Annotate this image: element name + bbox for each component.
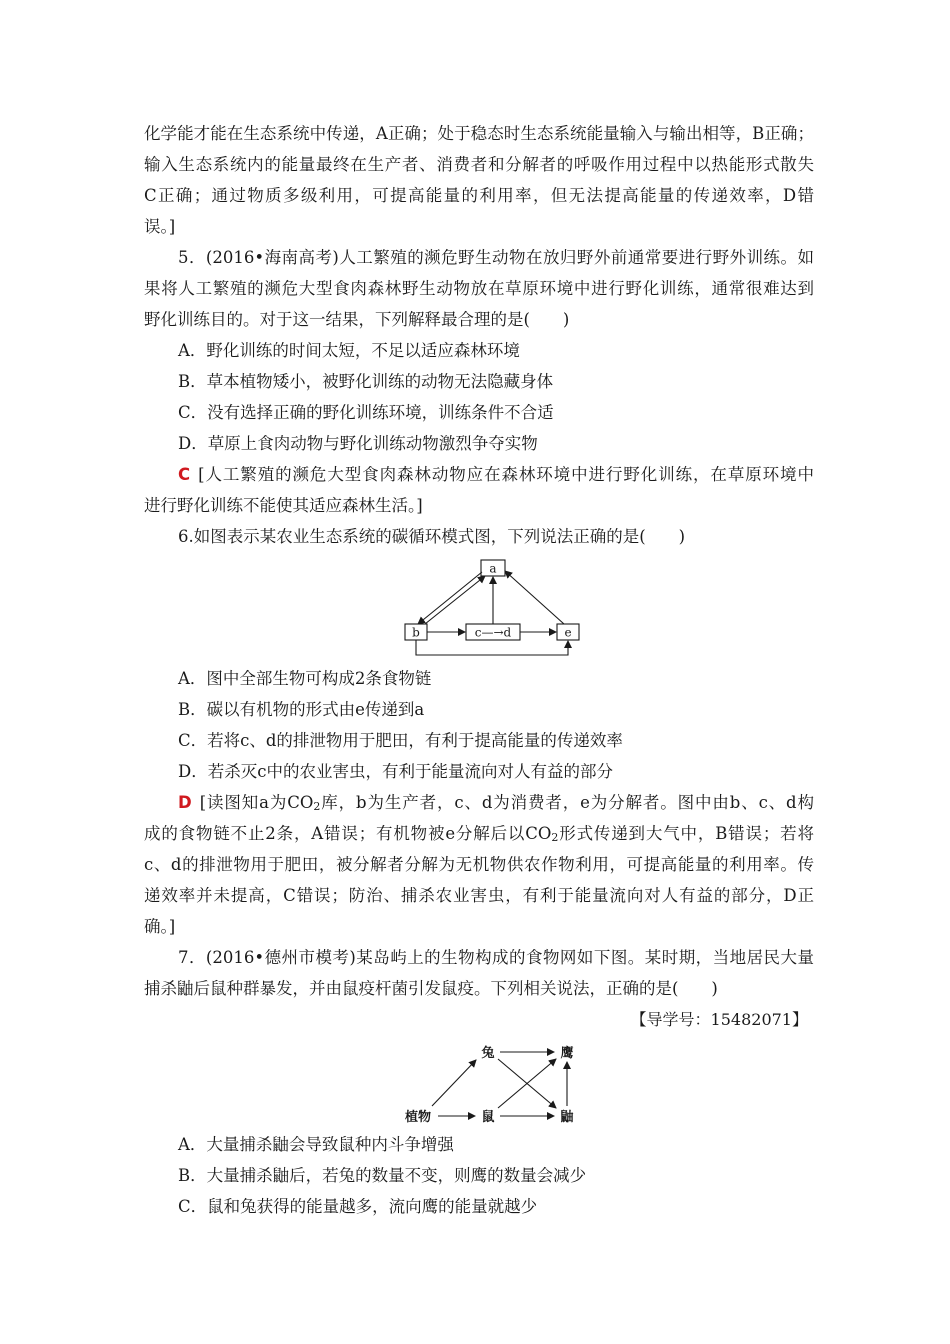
arrow-b-to-e [416,640,568,655]
q6-explanation-line-3: c、d的排泄物用于肥田，被分解者分解为无机物供农作物利用，可提高能量的利用率。传 [144,855,814,874]
q5-stem-line-1: 5．(2016•海南高考)人工繁殖的濒危野生动物在放归野外前通常要进行野外训练。如 [178,248,814,267]
intro-line-4: 误。] [144,217,176,236]
q5-stem-line-3: 野化训练目的。对于这一结果，下列解释最合理的是( ) [144,310,570,329]
arrow-a-to-b [418,572,482,624]
q6-stem: 6.如图表示某农业生态系统的碳循环模式图，下列说法正确的是( ) [178,527,686,546]
q6-explanation-line-2: 成的食物链不止2条，A错误；有机物被e分解后以CO2形式传递到大气中，B错误；若将 [144,824,814,844]
node-plant: 植物 [404,1110,432,1125]
q5-stem-line-2: 果将人工繁殖的濒危大型食肉森林野生动物放在草原环境中进行野化训练，通常很难达到 [144,279,814,298]
node-label-cd: c—→d [474,625,512,640]
q6-option-c: C．若将c、d的排泄物用于肥田，有利于提高能量的传递效率 [178,731,623,750]
q6-explanation-line-5: 确。] [144,917,176,936]
q6-explanation-line-1: D [读图知a为CO2库，b为生产者，c、d为消费者，e为分解者。图中由b、c、d构 [178,793,814,813]
q5-option-c: C．没有选择正确的野化训练环境，训练条件不合适 [178,403,554,422]
q6-option-b: B．碳以有机物的形式由e传递到a [178,700,425,719]
q5-answer: C [178,465,191,484]
arrow-plant-to-rabbit [432,1060,476,1106]
arrow-e-to-a [505,571,564,624]
q7-option-b: B．大量捕杀鼬后，若兔的数量不变，则鹰的数量会减少 [178,1166,587,1185]
intro-line-2: 输入生态系统内的能量最终在生产者、消费者和分解者的呼吸作用过程中以热能形式散失 [144,155,814,174]
node-mouse: 鼠 [481,1110,495,1125]
q7-stem-line-1: 7．(2016•德州市模考)某岛屿上的生物构成的食物网如下图。某时期，当地居民大量 [178,948,814,967]
q6-option-d: D．若杀灭c中的农业害虫，有利于能量流向对人有益的部分 [178,762,613,781]
q5-explanation-line-1 [178,464,814,486]
q7-option-c: C．鼠和兔获得的能量越多，流向鹰的能量就越少 [178,1197,538,1216]
q5-explanation-text: [人工繁殖的濒危大型食肉森林动物应在森林环境中进行野化训练，在草原环境中 [198,465,814,484]
q6-answer: D [178,793,192,812]
arrow-b-to-a [425,576,485,624]
node-label-e: e [564,625,572,640]
q5-option-b: B．草本植物矮小，被野化训练的动物无法隐藏身体 [178,372,554,391]
q5-option-d: D．草原上食肉动物与野化训练动物激烈争夺实物 [178,434,538,453]
node-rabbit: 兔 [481,1046,495,1061]
carbon-cycle-diagram [398,558,588,658]
intro-line-3: C正确；通过物质多级利用，可提高能量的利用率，但无法提高能量的传递效率，D错 [144,186,814,205]
q7-reference-number: 【导学号：15482071】 [630,1010,808,1029]
q7-option-a: A．大量捕杀鼬会导致鼠种内斗争增强 [178,1135,454,1154]
node-label-b: b [412,625,420,640]
q5-explanation-line-2: 进行野化训练不能使其适应森林生活。] [144,496,423,515]
q6-explanation-line-4: 递效率并未提高，C错误；防治、捕杀农业害虫，有利于能量流向对人有益的部分，D正 [144,886,814,905]
intro-line-1: 化学能才能在生态系统中传递，A正确；处于稳态时生态系统能量输入与输出相等，B正确； [144,124,814,143]
q5-option-a: A．野化训练的时间太短，不足以适应森林环境 [178,341,520,360]
q7-stem-line-2: 捕杀鼬后鼠种群暴发，并由鼠疫杆菌引发鼠疫。下列相关说法，正确的是( ) [144,979,718,998]
q6-option-a: A．图中全部生物可构成2条食物链 [178,669,432,688]
node-label-a: a [489,561,497,576]
node-weasel: 鼬 [560,1110,574,1125]
food-web-diagram [372,1040,582,1130]
node-hawk: 鹰 [560,1046,574,1061]
